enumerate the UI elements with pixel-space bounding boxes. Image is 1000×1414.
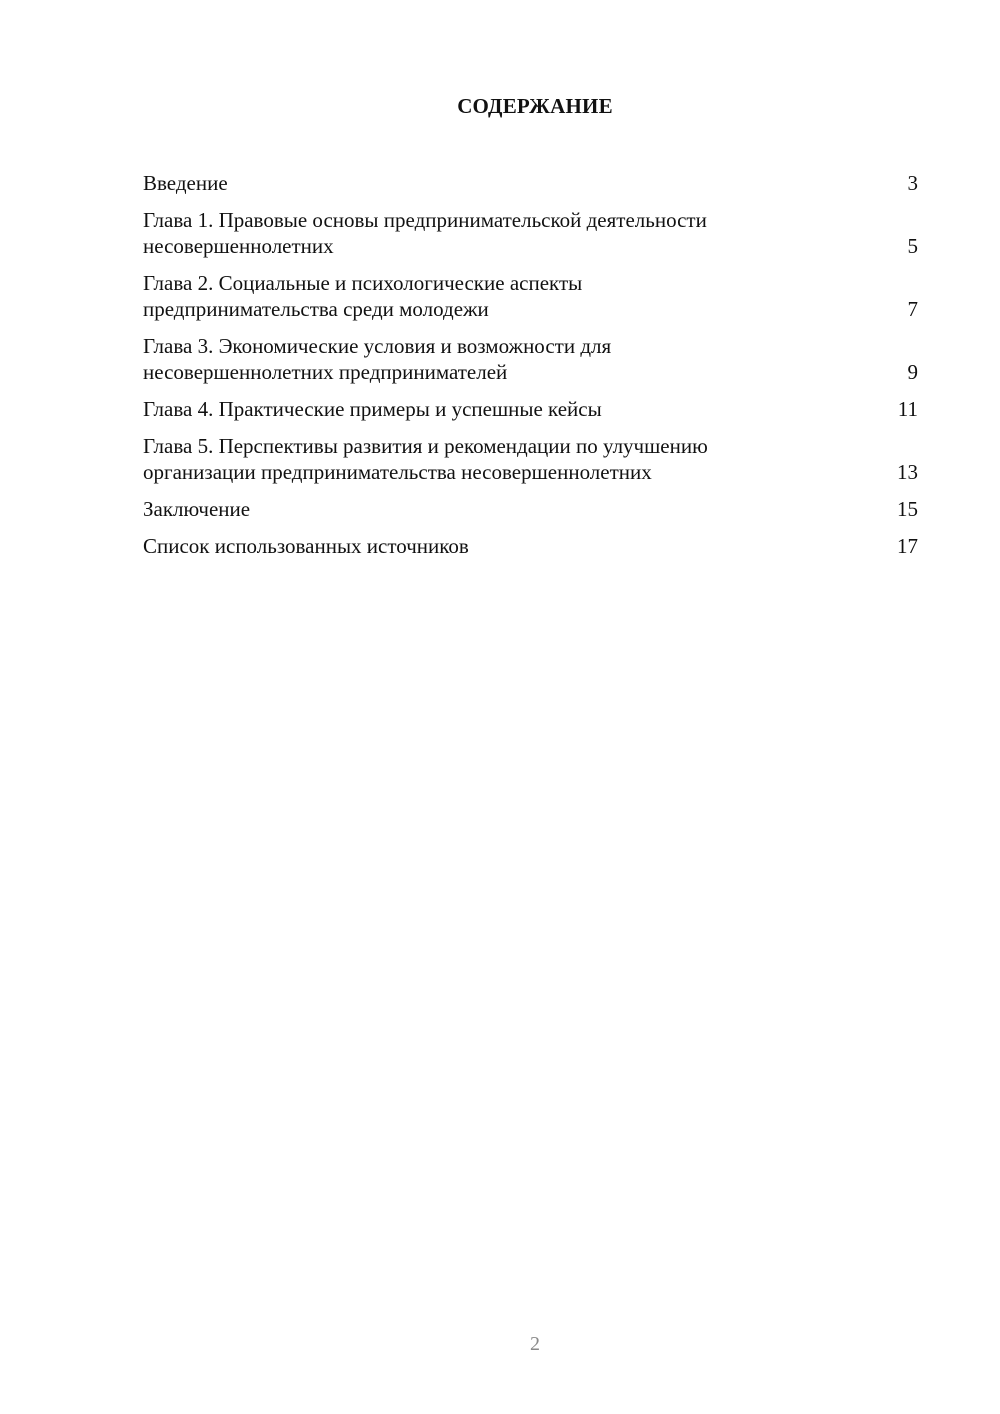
toc-entry-title bbox=[143, 270, 888, 322]
toc-entry-chapter-4 bbox=[143, 396, 918, 422]
toc-entry-chapter-3 bbox=[143, 333, 918, 385]
page-number: 2 bbox=[530, 1333, 540, 1355]
toc-entry-conclusion bbox=[143, 496, 918, 522]
toc-entry-line: Список использованных источников bbox=[143, 534, 469, 558]
toc-entry-line: Заключение bbox=[143, 497, 251, 521]
toc-entry-line: Глава 4. Практические примеры и успешные кейсы bbox=[143, 397, 602, 421]
toc-entry-page-number: 3 bbox=[907, 171, 918, 195]
toc-entry-chapter-5 bbox=[143, 433, 918, 485]
toc-entry-introduction bbox=[143, 170, 918, 196]
toc-entry-line: предпринимательства среди молодежи bbox=[143, 297, 489, 321]
toc-entry-title bbox=[143, 496, 888, 522]
toc-entry-title bbox=[143, 333, 888, 385]
toc-entry-title bbox=[143, 396, 888, 422]
toc-entry-page-number: 7 bbox=[907, 297, 918, 321]
toc-entry-page-number: 11 bbox=[897, 397, 918, 421]
toc-entry-page-number: 13 bbox=[897, 460, 918, 484]
toc-entry-line: Глава 3. Экономические условия и возможности для bbox=[143, 334, 612, 358]
toc-entry-title bbox=[143, 207, 888, 259]
toc-entry-title bbox=[143, 170, 888, 196]
toc-entry-line: Глава 5. Перспективы развития и рекомендации по улучшению bbox=[143, 434, 708, 458]
toc-entry-line: Введение bbox=[143, 171, 228, 195]
toc-entry-line: Глава 2. Социальные и психологические аспекты bbox=[143, 271, 583, 295]
toc-entry-line: организации предпринимательства несовершеннолетних bbox=[143, 460, 652, 484]
toc-entry-page-number: 9 bbox=[907, 360, 918, 384]
toc-entry-page-number: 15 bbox=[897, 497, 918, 521]
toc-entry-title bbox=[143, 433, 888, 485]
toc-entry-title bbox=[143, 533, 888, 559]
page-title: СОДЕРЖАНИЕ bbox=[457, 94, 613, 118]
toc-entry-chapter-2 bbox=[143, 270, 918, 322]
toc-entry-page-number: 5 bbox=[907, 234, 918, 258]
toc-entry-page-number: 17 bbox=[897, 534, 918, 558]
toc-entry-chapter-1 bbox=[143, 207, 918, 259]
table-of-contents bbox=[143, 170, 918, 570]
toc-entry-line: Глава 1. Правовые основы предпринимательской деятельности bbox=[143, 208, 707, 232]
toc-entry-line: несовершеннолетних предпринимателей bbox=[143, 360, 508, 384]
toc-entry-line: несовершеннолетних bbox=[143, 234, 334, 258]
toc-entry-references bbox=[143, 533, 918, 559]
